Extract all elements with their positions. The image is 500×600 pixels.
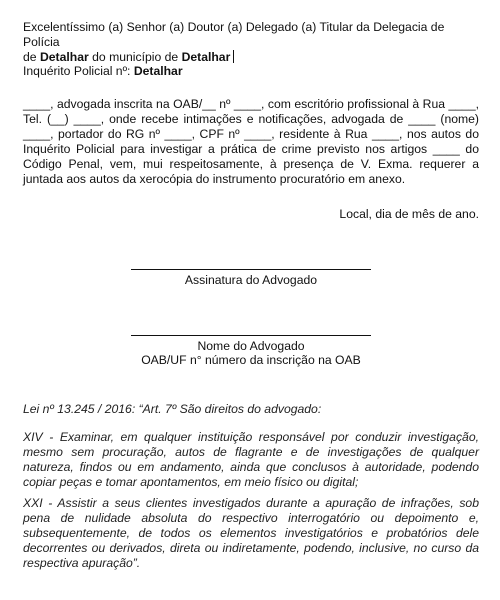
text-cursor [233,50,234,63]
addressee-header [23,20,479,65]
law-item-xiv: XIV - Examinar, em qualquer instituição responsável por conduzir investigação, mesmo sem procuração, autos de flagrante e de investigações de qualquer natureza, findos ou em andamento, ainda que conclusos à autoridade, podendo copiar peças e tomar apontamentos, em meio físico ou digital; [23,430,479,489]
signature-line [131,269,371,270]
lawyer-oab: OAB/UF n° número da inscrição na OAB [141,353,361,367]
addressee-line-2-part-c: do município de [88,50,182,64]
delegacia-placeholder: Detalhar [39,50,89,64]
inquerito-value: Detalhar [133,64,183,78]
addressee-line-2-part-a: de [23,50,40,64]
law-intro: Lei nº 13.245 / 2016: “Art. 7º São direitos do advogado: [23,402,322,416]
body-paragraph: ____, advogada inscrita na OAB/__ nº ____, com escritório profissional à Rua ____, Tel. (__) ____, onde recebe intimações e notificações, advogada de ____ (nome) ____, portador do RG nº ____, CPF nº ____, residente à Rua ____, nos autos do Inquérito Policial para investigar a prática de crime previsto nos artigos ____ do Código Penal, vem, mui respeitosamente, à presença de V. Exma. requerer a juntada aos autos da xerocópia do instrumento procuratório em anexo. [23,97,479,186]
municipio-placeholder: Detalhar [181,50,231,64]
name-line [131,335,371,336]
signature-label: Assinatura do Advogado [184,273,318,287]
local-date: Local, dia de mês de ano. [339,207,479,221]
lawyer-name: Nome do Advogado [197,339,305,353]
law-item-xxi: XXI - Assistir a seus clientes investigados durante a apuração de infrações, sob pena de nulidade absoluta do respectivo interrogatório ou depoimento e, subsequentemente, de todos os elementos investigatórios e probatórios dele decorrentes ou derivados, direta ou indiretamente, podendo, inclusive, no curso da respectiva apuração”. [23,496,479,570]
inquerito-line [23,64,479,79]
addressee-line-1: Excelentíssimo (a) Senhor (a) Doutor (a) Delegado (a) Titular da Delegacia de Polícia [23,20,445,49]
inquerito-label: Inquérito Policial nº: [23,64,134,78]
